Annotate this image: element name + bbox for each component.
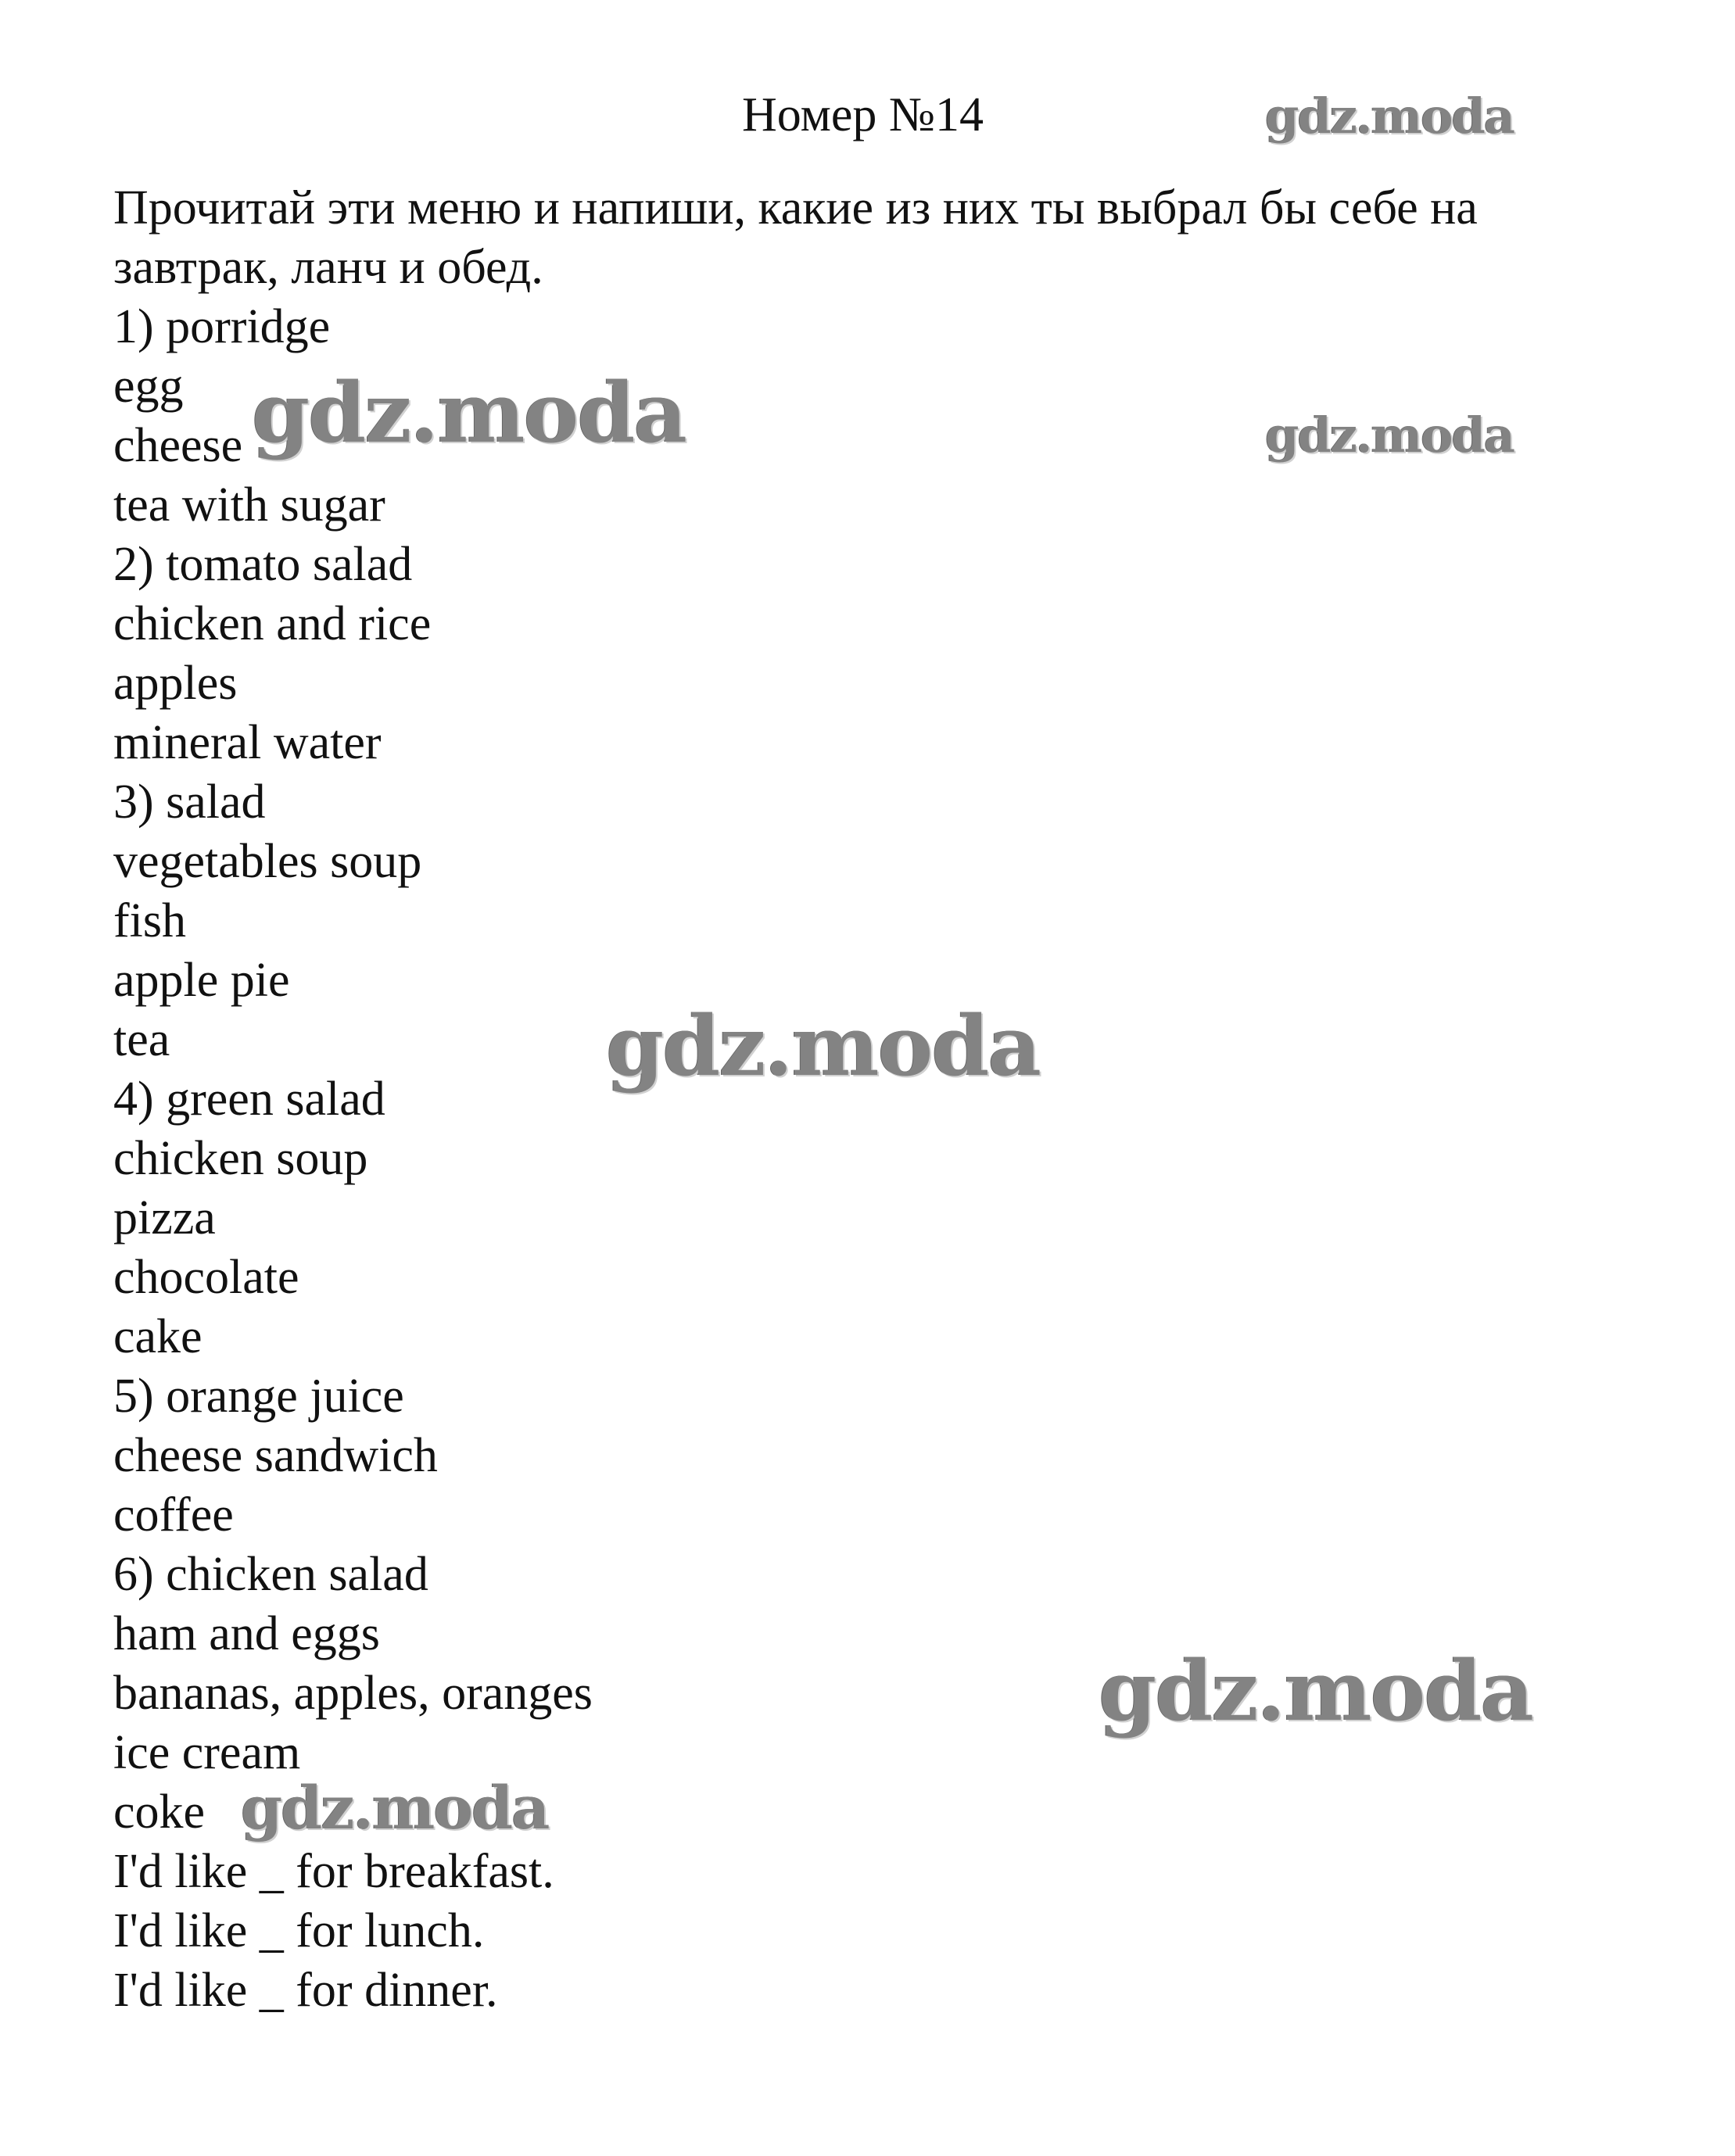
watermark: gdz.moda <box>606 997 1040 1094</box>
menu-line: tea with sugar <box>113 478 385 532</box>
menu-line: cake <box>113 1310 203 1363</box>
menu-line: pizza <box>113 1191 216 1245</box>
watermark: gdz.moda <box>241 1773 549 1843</box>
menu-line: ham and eggs <box>113 1607 380 1660</box>
menu-line: 6) chicken salad <box>113 1548 428 1601</box>
page-title-text: Номер №14 <box>741 88 984 141</box>
menu-line: vegetables soup <box>113 835 422 888</box>
menu-line: mineral water <box>113 716 382 769</box>
menu-line: chocolate <box>113 1251 299 1304</box>
watermark: gdz.moda <box>1265 406 1514 464</box>
menu-line: 5) orange juice <box>113 1370 404 1423</box>
menu-line: fish <box>113 894 186 947</box>
answer-sentence-dinner: I'd like _ for dinner. <box>113 1964 498 2017</box>
answer-sentence-breakfast: I'd like _ for breakfast. <box>113 1845 554 1898</box>
menu-line: apples <box>113 657 238 710</box>
menu-line: coke <box>113 1785 206 1839</box>
task-instruction: Прочитай эти меню и напиши, какие из них ты выбрал бы себе на завтрак, ланч и обед. <box>113 181 1478 294</box>
answer-sentence-lunch: I'd like _ for lunch. <box>113 1904 485 1957</box>
menu-line: bananas, apples, oranges <box>113 1667 593 1720</box>
menu-line: tea <box>113 1013 170 1066</box>
menu-line: chicken and rice <box>113 597 432 650</box>
menu-line: cheese sandwich <box>113 1429 438 1482</box>
menu-line: 2) tomato salad <box>113 538 413 591</box>
menu-line: 4) green salad <box>113 1073 385 1126</box>
watermark: gdz.moda <box>1265 88 1514 145</box>
menu-line: ice cream <box>113 1726 301 1779</box>
menu-line: apple pie <box>113 954 290 1007</box>
watermark: gdz.moda <box>1099 1642 1532 1739</box>
menu-line: egg <box>113 360 184 413</box>
menu-line: chicken soup <box>113 1132 368 1185</box>
menu-line: 1) porridge <box>113 300 331 353</box>
watermark: gdz.moda <box>252 364 686 461</box>
menu-line: coffee <box>113 1488 234 1542</box>
menu-line: 3) salad <box>113 775 266 829</box>
menu-line: cheese <box>113 419 243 472</box>
